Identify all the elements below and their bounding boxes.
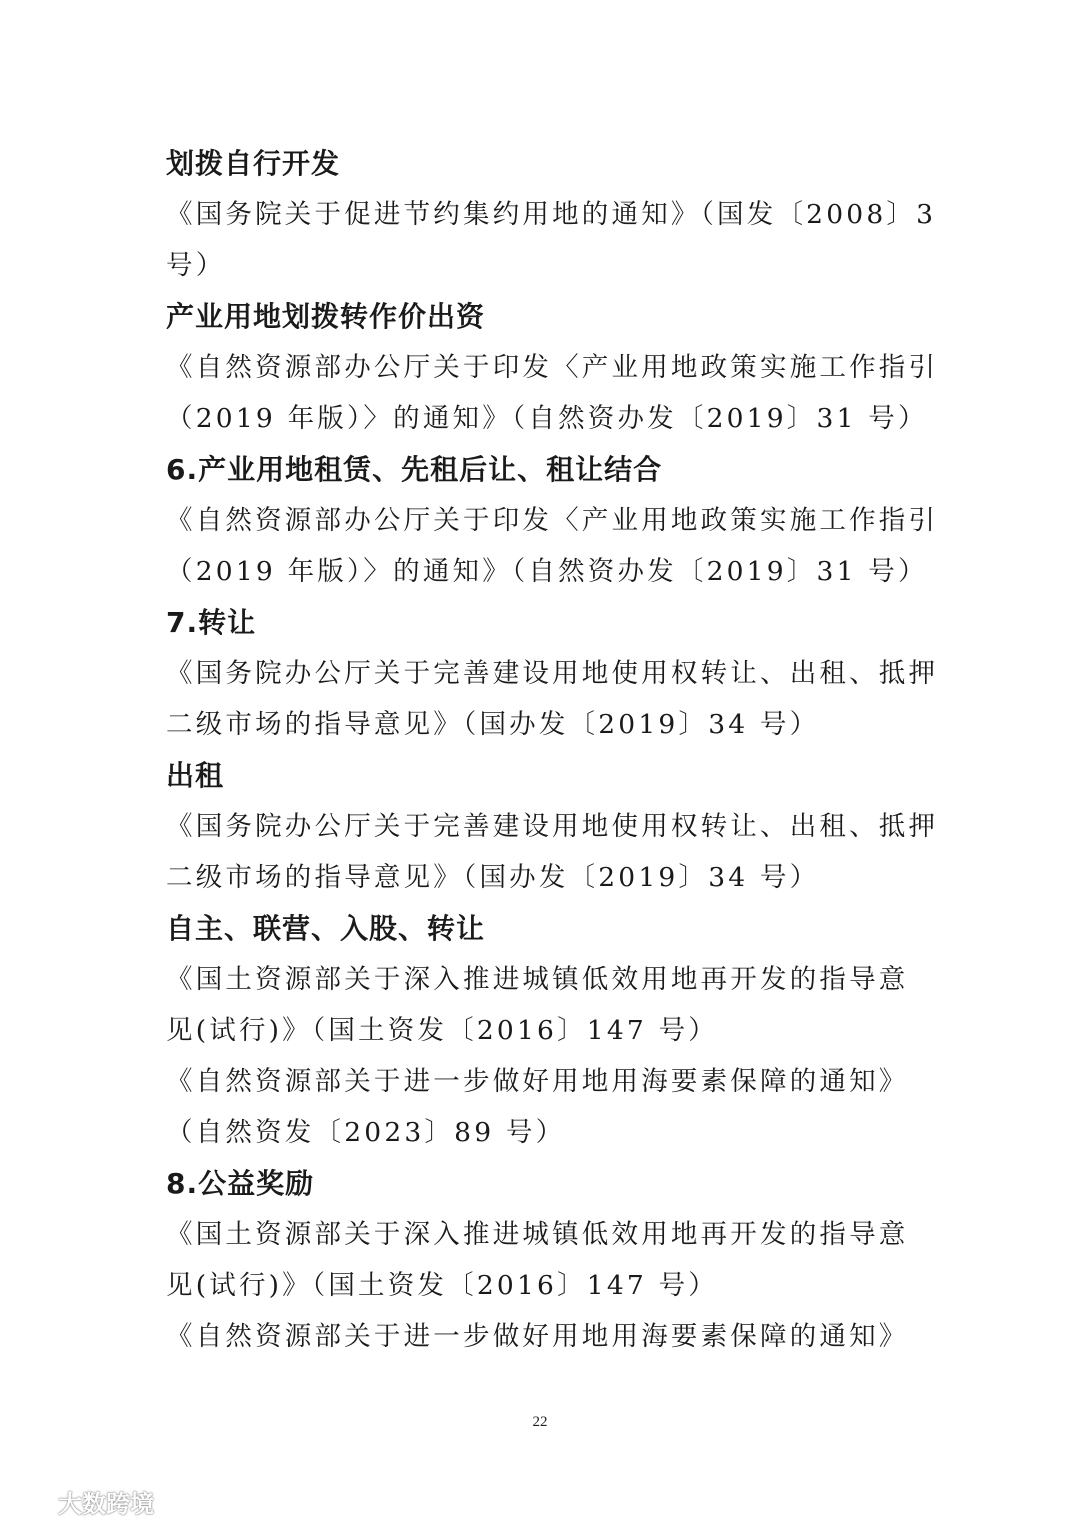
section-heading: 出租	[166, 759, 225, 792]
watermark	[12, 1484, 154, 1519]
citation-line: 见(试行)》（国土资发〔2016〕147 号）	[166, 1015, 718, 1046]
citation-line: 《国土资源部关于深入推进城镇低效用地再开发的指导意	[166, 964, 909, 995]
section-heading: 产业用地划拨转作价出资	[166, 300, 486, 333]
section-heading: 7.转让	[166, 606, 257, 639]
page-number: 22	[532, 1414, 548, 1430]
section-heading: 自主、联营、入股、转让	[166, 912, 486, 945]
citation-line: 二级市场的指导意见》（国办发〔2019〕34 号）	[166, 709, 820, 740]
citation-line: 《国土资源部关于深入推进城镇低效用地再开发的指导意	[166, 1219, 909, 1250]
document-body	[166, 138, 939, 1362]
citation-line: 《自然资源部关于进一步做好用地用海要素保障的通知》	[166, 1321, 909, 1352]
citation-line: 《自然资源部办公厅关于印发〈产业用地政策实施工作指引	[166, 505, 939, 536]
citation-line: 《国务院办公厅关于完善建设用地使用权转让、出租、抵押	[166, 811, 939, 842]
watermark-text: 大数跨境	[58, 1490, 154, 1518]
section-heading: 6.产业用地租赁、先租后让、租让结合	[166, 453, 663, 486]
citation-line: 二级市场的指导意见》（国办发〔2019〕34 号）	[166, 862, 820, 893]
citation-line: （自然资发〔2023〕89 号）	[166, 1117, 566, 1148]
citation-line: （2019 年版）〉的通知》（自然资办发〔2019〕31 号）	[166, 556, 928, 587]
citation-line: 见(试行)》（国土资发〔2016〕147 号）	[166, 1270, 718, 1301]
section-heading: 8.公益奖励	[166, 1167, 315, 1200]
brand-logo-icon	[12, 1488, 52, 1516]
citation-line: 《国务院关于促进节约集约用地的通知》（国发〔2008〕3	[166, 199, 937, 230]
citation-line: 《自然资源部关于进一步做好用地用海要素保障的通知》	[166, 1066, 909, 1097]
citation-line: （2019 年版）〉的通知》（自然资办发〔2019〕31 号）	[166, 403, 928, 434]
citation-line: 《国务院办公厅关于完善建设用地使用权转让、出租、抵押	[166, 658, 939, 689]
citation-line: 《自然资源部办公厅关于印发〈产业用地政策实施工作指引	[166, 352, 939, 383]
section-heading: 划拨自行开发	[166, 147, 341, 180]
citation-line: 号）	[166, 250, 226, 281]
